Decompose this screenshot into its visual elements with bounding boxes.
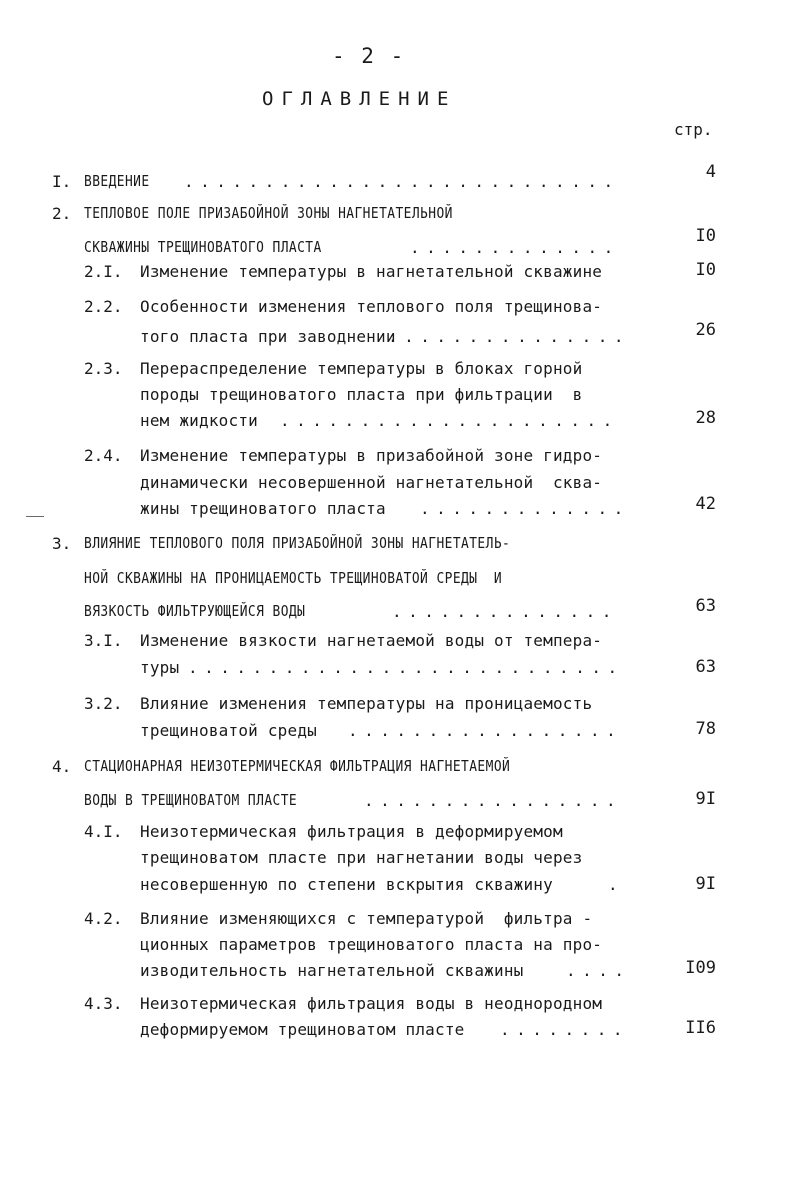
entry-title-line: ционных параметров трещиноватого пласта на про- — [140, 935, 603, 954]
dot-leader: ............. — [410, 238, 620, 257]
entry-title-line: Влияние изменяющихся с температурой фильтра - — [140, 909, 593, 928]
entry-title-line: ВВЕДЕНИЕ — [84, 172, 150, 190]
entry-number: 4.3. — [84, 994, 123, 1013]
entry-page-number: 63 — [695, 596, 716, 616]
entry-title-line: Особенности изменения теплового поля трещинова- — [140, 297, 603, 316]
entry-title-line: Изменение температуры в призабойной зоне гидро- — [140, 446, 603, 465]
entry-title-line: Изменение температуры в нагнетательной скважине — [140, 262, 603, 281]
entry-number: 2.I. — [84, 262, 123, 281]
entry-number: 2.2. — [84, 297, 123, 316]
entry-title-line: ВОДЫ В ТРЕЩИНОВАТОМ ПЛАСТЕ — [84, 791, 298, 809]
entry-title-line: трещиноватом пласте при нагнетании воды через — [140, 848, 583, 867]
entry-number: 4. — [52, 757, 72, 776]
entry-title-line: породы трещиноватого пласта при фильтрации в — [140, 385, 583, 404]
entry-page-number: 42 — [695, 494, 716, 514]
entry-page-number: 63 — [695, 657, 716, 677]
entry-title-line: деформируемом трещиноватом пласте — [140, 1020, 465, 1039]
entry-page-number: 9I — [695, 789, 716, 809]
entry-page-number: 78 — [695, 719, 716, 739]
page-column-label: стр. — [674, 120, 713, 139]
page-title: ОГЛАВЛЕНИЕ — [262, 88, 457, 110]
entry-title-line: динамически несовершенной нагнетательной сква- — [140, 473, 603, 492]
entry-number: 3.I. — [84, 631, 123, 650]
dot-leader: .... — [566, 961, 631, 980]
dot-leader: ............. — [420, 499, 630, 518]
margin-mark — [26, 516, 44, 517]
entry-title-line: Влияние изменения температуры на проницаемость — [140, 694, 593, 713]
entry-title-line: СКВАЖИНЫ ТРЕЩИНОВАТОГО ПЛАСТА — [84, 238, 322, 256]
entry-page-number: 28 — [695, 408, 716, 428]
entry-number: 3.2. — [84, 694, 123, 713]
entry-number: 2.3. — [84, 359, 123, 378]
entry-number: 4.I. — [84, 822, 123, 841]
entry-page-number: I0 — [695, 226, 716, 246]
entry-title-line: ТЕПЛОВОЕ ПОЛЕ ПРИЗАБОЙНОЙ ЗОНЫ НАГНЕТАТЕЛЬНОЙ — [84, 204, 453, 222]
entry-title-line: туры — [140, 658, 180, 677]
entry-title-line: нем жидкости — [140, 411, 258, 430]
dot-leader: ........................... — [184, 172, 620, 191]
entry-title-line: ВЯЗКОСТЬ ФИЛЬТРУЮЩЕЙСЯ ВОДЫ — [84, 602, 306, 620]
entry-page-number: 9I — [695, 874, 716, 894]
dot-leader: . — [608, 875, 625, 894]
entry-title-line: Изменение вязкости нагнетаемой воды от темпера- — [140, 631, 603, 650]
entry-title-line: трещиноватой среды — [140, 721, 317, 740]
entry-page-number: 4 — [705, 162, 716, 182]
dot-leader: ................. — [348, 721, 623, 740]
entry-title-line: несовершенную по степени вскрытия скважину — [140, 875, 553, 894]
entry-page-number: I09 — [685, 958, 716, 978]
entry-title-line: изводительность нагнетательной скважины — [140, 961, 524, 980]
entry-title-line: Перераспределение температуры в блоках горной — [140, 359, 583, 378]
entry-title-line: Неизотермическая фильтрация воды в неоднородном — [140, 994, 603, 1013]
entry-page-number: I0 — [695, 260, 716, 280]
dot-leader: ................ — [364, 791, 623, 810]
dot-leader: .............. — [392, 602, 618, 621]
entry-page-number: 26 — [695, 320, 716, 340]
entry-page-number: II6 — [685, 1018, 716, 1038]
entry-number: 2. — [52, 204, 72, 223]
entry-number: 2.4. — [84, 446, 123, 465]
entry-title-line: ВЛИЯНИЕ ТЕПЛОВОГО ПОЛЯ ПРИЗАБОЙНОЙ ЗОНЫ НАГНЕТАТЕЛЬ- — [84, 534, 511, 552]
dot-leader: ........................... — [188, 658, 624, 677]
entry-number: 4.2. — [84, 909, 123, 928]
dot-leader: ..................... — [280, 411, 619, 430]
entry-title-line: того пласта при заводнении — [140, 327, 396, 346]
entry-number: I. — [52, 172, 72, 191]
dot-leader: ........ — [500, 1020, 630, 1039]
entry-title-line: жины трещиноватого пласта — [140, 499, 386, 518]
entry-title-line: НОЙ СКВАЖИНЫ НА ПРОНИЦАЕМОСТЬ ТРЕЩИНОВАТОЙ СРЕДЫ И — [84, 569, 503, 587]
dot-leader: ............... — [388, 327, 630, 346]
entry-number: 3. — [52, 534, 72, 553]
entry-title-line: СТАЦИОНАРНАЯ НЕИЗОТЕРМИЧЕСКАЯ ФИЛЬТРАЦИЯ НАГНЕТАЕМОЙ — [84, 757, 511, 775]
page-number: - 2 - — [332, 44, 406, 68]
entry-title-line: Неизотермическая фильтрация в деформируемом — [140, 822, 563, 841]
